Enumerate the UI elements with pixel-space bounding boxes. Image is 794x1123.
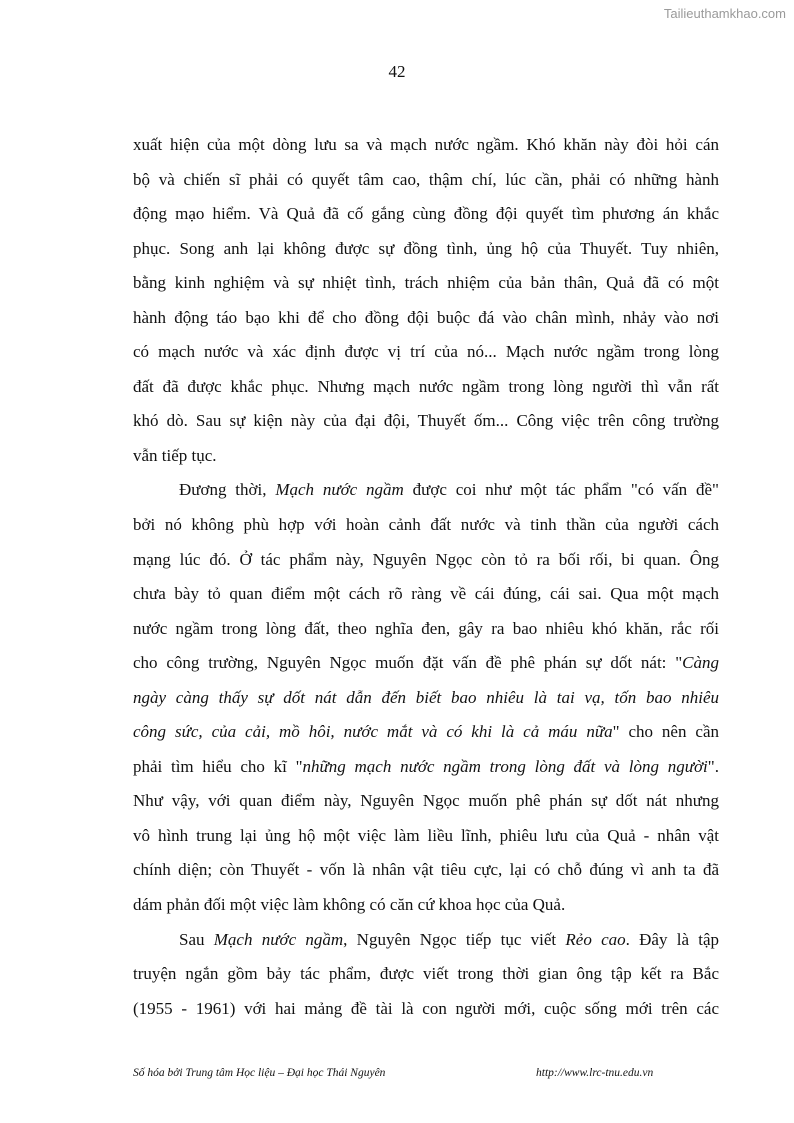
- text-line: [133, 681, 719, 716]
- text-line: xuất hiện của một dòng lưu sa và mạch nước ngầm. Khó khăn này đòi hỏi cán: [133, 135, 719, 154]
- text-line: truyện ngắn gồm bảy tác phẩm, được viết trong thời gian ông tập kết ra Bắc: [133, 964, 719, 984]
- text-line: vẫn tiếp tục.: [133, 445, 217, 465]
- italic-quote: những mạch nước ngầm trong lòng đất và lòng người: [302, 756, 708, 776]
- text-line: hành động táo bạo khi để cho đồng đội buộc đá vào chân mình, nhảy vào nơi: [133, 307, 719, 327]
- text-line: đất đã được khắc phục. Nhưng mạch nước ngầm trong lòng người thì vẫn rất: [133, 376, 719, 396]
- text-line: dám phản đối một việc làm không có căn cứ khoa học của Quả.: [133, 895, 566, 915]
- text-run: Đương thời,: [179, 480, 276, 500]
- text-run: . Đây là tập: [625, 929, 720, 949]
- text-line: bộ và chiến sĩ phải có quyết tâm cao, thậm chí, lúc cần, phải có những hành: [133, 169, 719, 189]
- text-line: [133, 715, 719, 750]
- italic-title: Mạch nước ngầm: [213, 929, 344, 949]
- text-run: phải tìm hiểu cho kĩ ": [133, 756, 303, 776]
- text-line: (1955 - 1961) với hai mảng đề tài là con người mới, cuộc sống mới trên các: [133, 998, 719, 1018]
- italic-quote: công sức, của cải, mồ hôi, nước mắt và có khi là cả máu nữa: [133, 722, 613, 742]
- text-run: ".: [707, 756, 719, 776]
- text-run: , Nguyên Ngọc tiếp tục viết: [343, 929, 566, 949]
- text-run: cho công trường, Nguyên Ngọc muốn đặt vấn đề phê phán sự dốt nát: ": [133, 653, 683, 673]
- paragraph-start-line: [133, 923, 719, 958]
- text-line: nước ngầm trong lòng đất, theo nghĩa đen, gây ra bao nhiêu khó khăn, rắc rối: [133, 618, 719, 638]
- text-run: được coi như một tác phẩm "có vấn đề": [403, 480, 719, 500]
- page-number: 42: [388, 62, 406, 81]
- text-line: [133, 646, 719, 681]
- text-run: Sau: [179, 929, 214, 949]
- paragraph-start-line: [133, 473, 719, 508]
- italic-title: Rẻo cao: [565, 929, 626, 949]
- footer-source: Số hóa bởi Trung tâm Học liệu – Đại học Thái Nguyên: [133, 1067, 386, 1079]
- text-line: phục. Song anh lại không được sự đồng tình, ủng hộ của Thuyết. Tuy nhiên,: [133, 238, 719, 258]
- text-line: mạng lúc đó. Ở tác phẩm này, Nguyên Ngọc còn tỏ ra bối rối, bi quan. Ông: [133, 549, 719, 569]
- italic-quote: Càng: [682, 653, 719, 673]
- text-line: bằng kinh nghiệm và sự nhiệt tình, trách nhiệm của bản thân, Quả đã có một: [133, 273, 719, 293]
- text-line: [133, 750, 719, 785]
- watermark-text: Tailieuthamkhao.com: [663, 6, 786, 21]
- text-line: động mạo hiểm. Và Quả đã cố gắng cùng đồng đội quyết tìm phương án khắc: [133, 204, 719, 224]
- text-line: khó dò. Sau sự kiện này của đại đội, Thuyết ốm... Công việc trên công trường: [133, 411, 719, 431]
- body-text: [133, 128, 719, 1026]
- text-line: chưa bày tỏ quan điểm một cách rõ ràng về cái đúng, cái sai. Qua một mạch: [133, 584, 719, 604]
- footer-url: http://www.lrc-tnu.edu.vn: [536, 1067, 654, 1079]
- text-run: " cho nên cần: [612, 722, 719, 742]
- italic-quote: ngày càng thấy sự dốt nát dẫn đến biết bao nhiêu là tai vạ, tốn bao nhiêu: [133, 687, 719, 707]
- text-line: chính diện; còn Thuyết - vốn là nhân vật tiêu cực, lại có chỗ đúng vì anh ta đã: [133, 860, 719, 880]
- italic-title: Mạch nước ngầm: [275, 480, 404, 500]
- text-line: Như vậy, với quan điểm này, Nguyên Ngọc muốn phê phán sự dốt nát nhưng: [133, 791, 719, 811]
- text-line: bởi nó không phù hợp với hoàn cảnh đất nước và tinh thần của người cách: [133, 515, 719, 535]
- text-line: có mạch nước và xác định được vị trí của nó... Mạch nước ngầm trong lòng: [133, 342, 719, 362]
- text-line: vô hình trung lại ủng hộ một việc làm liều lĩnh, phiêu lưu của Quả - nhân vật: [133, 825, 719, 845]
